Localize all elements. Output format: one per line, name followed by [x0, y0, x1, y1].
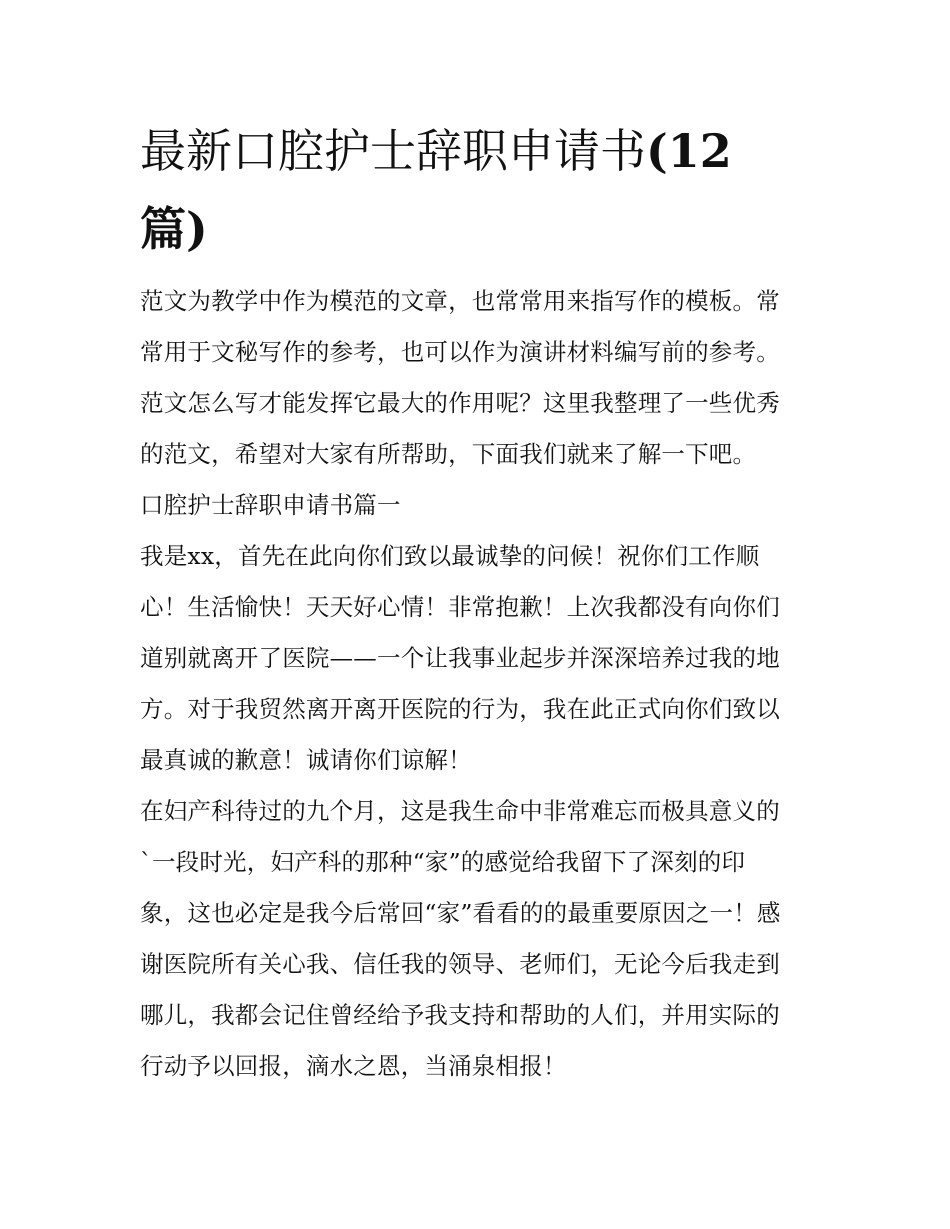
paragraph-line: `一段时光，妇产科的那种“家”的感觉给我留下了深刻的印 — [140, 848, 746, 876]
paragraph-line: 方。对于我贸然离开离开医院的行为，我在此正式向你们致以 — [140, 695, 780, 723]
document-body — [140, 276, 812, 1092]
intro-line: 的范文，希望对大家有所帮助，下面我们就来了解一下吧。 — [140, 440, 757, 468]
intro-line: 范文为教学中作为模范的文章，也常常用来指写作的模板。常 — [140, 287, 780, 315]
paragraph-line: 象，这也必定是我今后常回“家”看看的的最重要原因之一！感 — [140, 899, 781, 927]
paragraph-line: 谢医院所有关心我、信任我的领导、老师们，无论今后我走到 — [140, 950, 780, 978]
paragraph-line: 在妇产科待过的九个月，这是我生命中非常难忘而极具意义的 — [140, 797, 780, 825]
paragraph-line: 最真诚的歉意！诚请你们谅解！ — [140, 746, 472, 774]
paragraph-line: 我是xx，首先在此向你们致以最诚挚的问候！祝你们工作顺 — [140, 542, 760, 570]
paragraph-line: 心！生活愉快！天天好心情！非常抱歉！上次我都没有向你们 — [140, 593, 780, 621]
title-text: 最新口腔护士辞职申请书 — [140, 124, 646, 178]
paragraph-line: 行动予以回报，滴水之恩，当涌泉相报！ — [140, 1052, 567, 1080]
paragraph-line: 哪儿，我都会记住曾经给予我支持和帮助的人们，并用实际的 — [140, 1001, 780, 1029]
document-title — [140, 112, 820, 268]
title-count: (12 — [646, 124, 732, 178]
paragraph-line: 道别就离开了医院——一个让我事业起步并深深培养过我的地 — [140, 644, 780, 672]
intro-line: 范文怎么写才能发挥它最大的作用呢？这里我整理了一些优秀 — [140, 389, 780, 417]
intro-line: 常用于文秘写作的参考，也可以作为演讲材料编写前的参考。 — [140, 338, 780, 366]
section-heading: 口腔护士辞职申请书篇一 — [140, 491, 401, 519]
title-count-suffix: 篇) — [140, 202, 208, 256]
